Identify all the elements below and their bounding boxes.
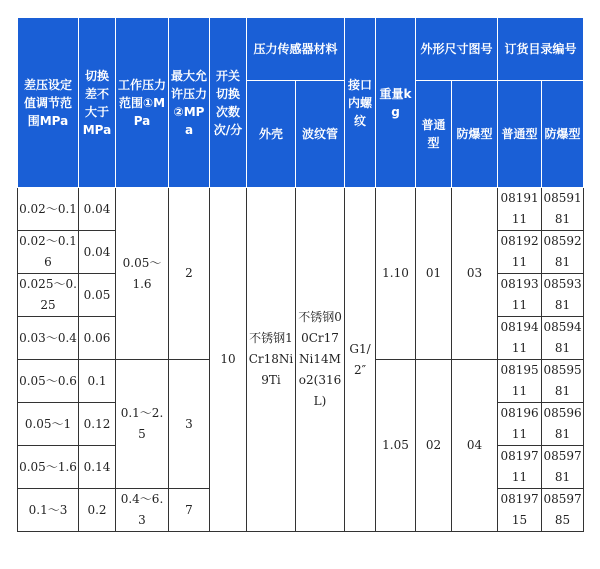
order-explosion-cell: 0859581 [542, 360, 584, 403]
header-weight: 重量kg [376, 18, 416, 188]
dim-explosion-cell: 03 [452, 188, 498, 360]
diff-cell: 0.1 [79, 360, 116, 403]
range-cell: 0.03～0.4 [18, 317, 79, 360]
header-sensor-material: 压力传感器材料 [247, 18, 345, 81]
dim-explosion-cell: 04 [452, 360, 498, 532]
diff-cell: 0.04 [79, 188, 116, 231]
diff-cell: 0.06 [79, 317, 116, 360]
order-explosion-cell: 0859281 [542, 231, 584, 274]
order-explosion-cell: 0859381 [542, 274, 584, 317]
header-shell: 外壳 [247, 81, 296, 188]
order-normal-cell: 0819711 [498, 446, 542, 489]
switch-count-cell: 10 [210, 188, 247, 532]
max-pressure-cell: 2 [169, 188, 210, 360]
max-pressure-cell: 7 [169, 489, 210, 532]
order-normal-cell: 0819311 [498, 274, 542, 317]
range-cell: 0.025～0.25 [18, 274, 79, 317]
order-normal-cell: 0819715 [498, 489, 542, 532]
table-row [18, 188, 584, 231]
diff-cell: 0.04 [79, 231, 116, 274]
header-dim-explosion: 防爆型 [452, 81, 498, 188]
order-explosion-cell: 0859781 [542, 446, 584, 489]
header-bellows: 波纹管 [296, 81, 345, 188]
order-explosion-cell: 0859481 [542, 317, 584, 360]
spec-table [17, 17, 584, 532]
range-cell: 0.05～0.6 [18, 360, 79, 403]
max-pressure-cell: 3 [169, 360, 210, 489]
header-order-normal: 普通型 [498, 81, 542, 188]
diff-cell: 0.14 [79, 446, 116, 489]
header-range: 差压设定值调节范围MPa [18, 18, 79, 188]
order-normal-cell: 0819411 [498, 317, 542, 360]
bellows-cell: 不锈钢00Cr17Ni14Mo2(316L) [296, 188, 345, 532]
thread-cell: G1/2″ [345, 188, 376, 532]
range-cell: 0.1～3 [18, 489, 79, 532]
header-thread: 接口内螺纹 [345, 18, 376, 188]
header-order: 订货目录编号 [498, 18, 584, 81]
order-normal-cell: 0819611 [498, 403, 542, 446]
work-range-cell: 0.05～1.6 [116, 188, 169, 360]
work-range-cell: 0.1～2.5 [116, 360, 169, 489]
order-normal-cell: 0819211 [498, 231, 542, 274]
header-switch-count: 开关切换次数次/分 [210, 18, 247, 188]
header-dim-normal: 普通型 [416, 81, 452, 188]
work-range-cell: 0.4～6.3 [116, 489, 169, 532]
range-cell: 0.02～0.16 [18, 231, 79, 274]
diff-cell: 0.05 [79, 274, 116, 317]
header-order-explosion: 防爆型 [542, 81, 584, 188]
weight-cell: 1.10 [376, 188, 416, 360]
order-explosion-cell: 0859785 [542, 489, 584, 532]
header-dimension: 外形尺寸图号 [416, 18, 498, 81]
order-normal-cell: 0819511 [498, 360, 542, 403]
range-cell: 0.05～1 [18, 403, 79, 446]
diff-cell: 0.12 [79, 403, 116, 446]
range-cell: 0.02～0.1 [18, 188, 79, 231]
dim-normal-cell: 02 [416, 360, 452, 532]
header-work-range: 工作压力范围①MPa [116, 18, 169, 188]
shell-cell: 不锈钢1Cr18Ni9Ti [247, 188, 296, 532]
weight-cell: 1.05 [376, 360, 416, 532]
dim-normal-cell: 01 [416, 188, 452, 360]
header-switch-diff: 切换差不大于MPa [79, 18, 116, 188]
range-cell: 0.05～1.6 [18, 446, 79, 489]
header-max-pressure: 最大允许压力②MPa [169, 18, 210, 188]
order-explosion-cell: 0859681 [542, 403, 584, 446]
order-normal-cell: 0819111 [498, 188, 542, 231]
diff-cell: 0.2 [79, 489, 116, 532]
order-explosion-cell: 0859181 [542, 188, 584, 231]
